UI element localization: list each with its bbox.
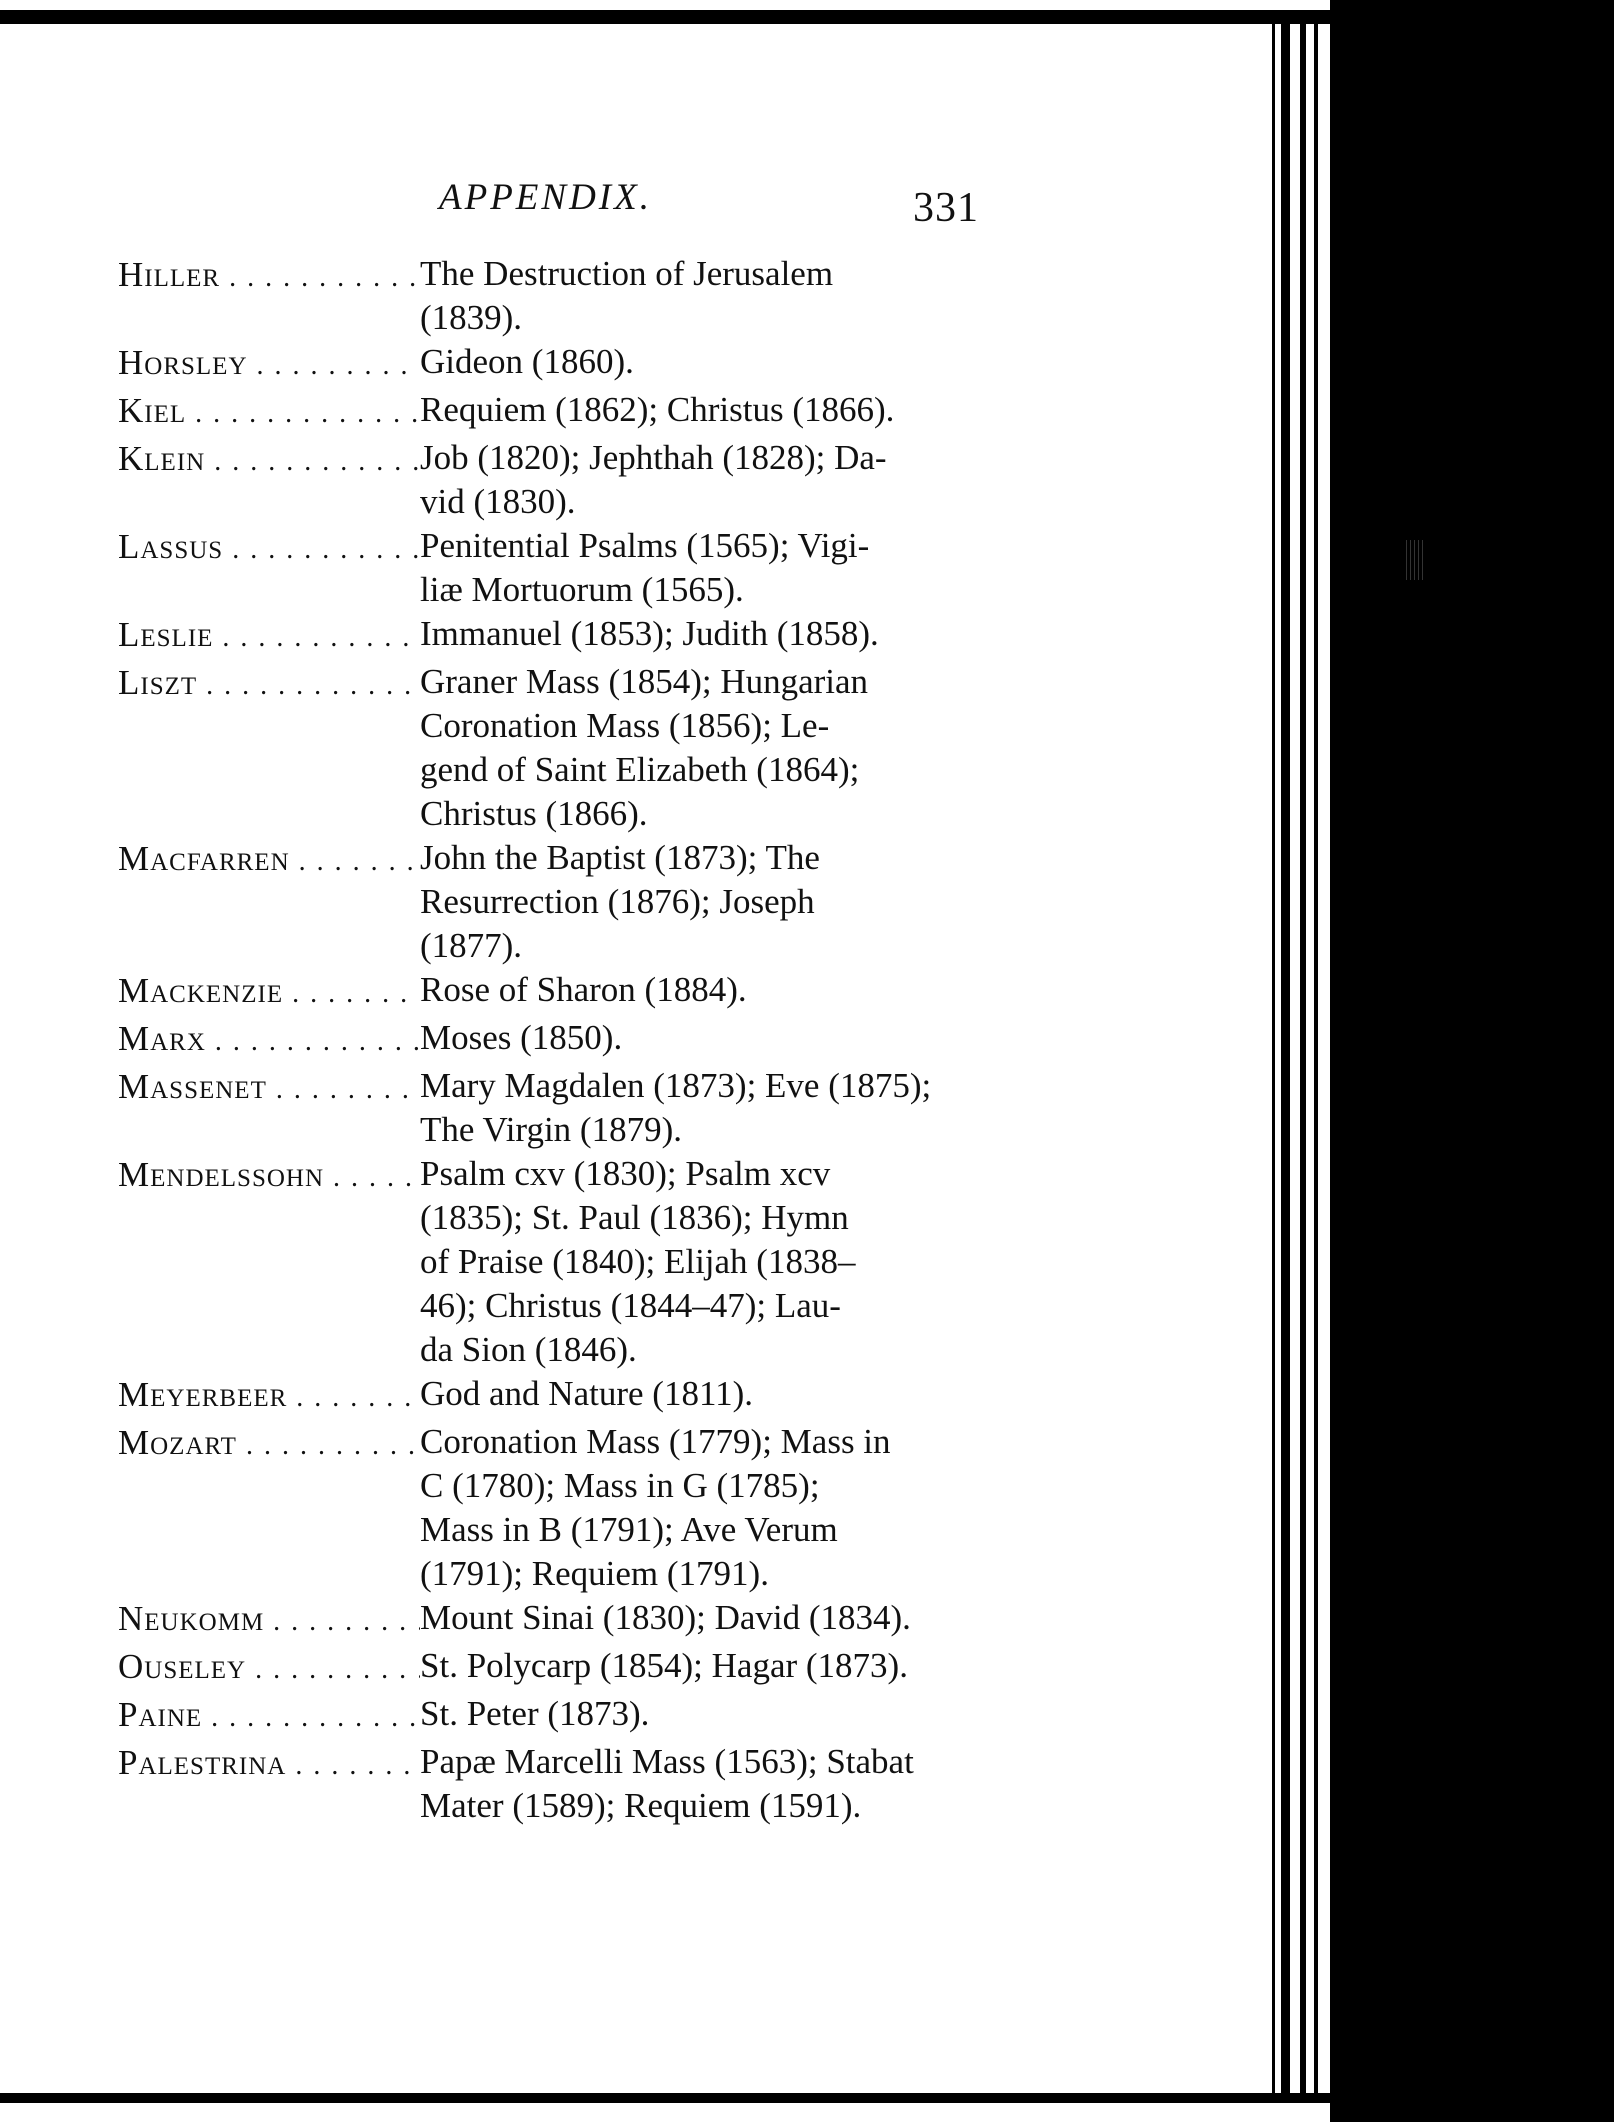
works-list — [420, 340, 978, 384]
works-line: (1791); Requiem (1791). — [420, 1554, 769, 1593]
list-item — [118, 436, 978, 524]
composer-label: Massenet — [118, 1067, 267, 1106]
page-number: 331 — [913, 185, 979, 231]
list-item — [118, 836, 978, 968]
works-line: Job (1820); Jephthah (1828); Da- — [420, 438, 887, 477]
works-line: Mount Sinai (1830); David (1834). — [420, 1598, 911, 1637]
works-line: Christus (1866). — [420, 794, 648, 833]
spine-line — [1300, 24, 1306, 2093]
works-line: The Virgin (1879). — [420, 1110, 682, 1149]
bottom-page-edge — [0, 2093, 1330, 2103]
composer-name — [118, 388, 420, 436]
appendix-entries — [118, 252, 978, 1828]
works-line: vid (1830). — [420, 482, 576, 521]
spine-line — [1314, 24, 1318, 2093]
composer-label: Macfarren — [118, 839, 290, 878]
composer-name — [118, 1016, 420, 1064]
composer-label: Palestrina — [118, 1743, 287, 1782]
top-page-edge — [0, 10, 1330, 24]
composer-label: Kiel — [118, 391, 187, 430]
list-item — [118, 388, 978, 436]
works-line: gend of Saint Elizabeth (1864); — [420, 750, 860, 789]
running-head — [0, 176, 1614, 236]
list-item — [118, 524, 978, 612]
composer-label: Meyerbeer — [118, 1375, 288, 1414]
works-line: Mass in B (1791); Ave Verum — [420, 1510, 838, 1549]
works-line: Psalm cxv (1830); Psalm xcv — [420, 1154, 831, 1193]
composer-name — [118, 1372, 420, 1420]
works-line: God and Nature (1811). — [420, 1374, 754, 1413]
composer-name — [118, 1740, 420, 1788]
works-line: The Destruction of Jerusalem — [420, 254, 834, 293]
composer-name — [118, 340, 420, 388]
composer-name — [118, 436, 420, 484]
works-line: Penitential Psalms (1565); Vigi- — [420, 526, 870, 565]
works-line: Rose of Sharon (1884). — [420, 970, 747, 1009]
list-item — [118, 1740, 978, 1828]
works-list — [420, 524, 978, 612]
works-line: da Sion (1846). — [420, 1330, 637, 1369]
works-line: of Praise (1840); Elijah (1838– — [420, 1242, 856, 1281]
works-list — [420, 388, 978, 432]
composer-name — [118, 836, 420, 884]
works-line: Coronation Mass (1779); Mass in — [420, 1422, 891, 1461]
works-list — [420, 1596, 978, 1640]
list-item — [118, 1420, 978, 1596]
works-list — [420, 1064, 978, 1152]
composer-name — [118, 1064, 420, 1112]
list-item — [118, 1644, 978, 1692]
works-list — [420, 1016, 978, 1060]
works-list — [420, 1152, 978, 1372]
works-line: (1877). — [420, 926, 523, 965]
works-line: Requiem (1862); Christus (1866). — [420, 390, 895, 429]
composer-name — [118, 1152, 420, 1200]
works-line: St. Polycarp (1854); Hagar (1873). — [420, 1646, 908, 1685]
works-line: Coronation Mass (1856); Le- — [420, 706, 830, 745]
works-list — [420, 612, 978, 656]
works-line: Papæ Marcelli Mass (1563); Stabat — [420, 1742, 914, 1781]
composer-name — [118, 1420, 420, 1468]
works-line: liæ Mortuorum (1565). — [420, 570, 744, 609]
list-item — [118, 1064, 978, 1152]
composer-name — [118, 1644, 420, 1692]
works-list — [420, 660, 978, 836]
list-item — [118, 968, 978, 1016]
list-item — [118, 1596, 978, 1644]
composer-label: Hiller — [118, 255, 221, 294]
works-line: John the Baptist (1873); The — [420, 838, 820, 877]
works-line: (1835); St. Paul (1836); Hymn — [420, 1198, 849, 1237]
works-line: 46); Christus (1844–47); Lau- — [420, 1286, 841, 1325]
works-line: Mary Magdalen (1873); Eve (1875); — [420, 1066, 932, 1105]
works-line: Immanuel (1853); Judith (1858). — [420, 614, 879, 653]
list-item — [118, 252, 978, 340]
composer-label: Klein — [118, 439, 206, 478]
composer-label: Leslie — [118, 615, 214, 654]
composer-name — [118, 612, 420, 660]
works-list — [420, 1740, 978, 1828]
spine-line — [1281, 24, 1290, 2093]
page-title: APPENDIX. — [439, 177, 652, 218]
composer-label: Marx — [118, 1019, 206, 1058]
list-item — [118, 660, 978, 836]
composer-label: Lassus — [118, 527, 224, 566]
works-line: (1839). — [420, 298, 523, 337]
works-line: Mater (1589); Requiem (1591). — [420, 1786, 862, 1825]
composer-label: Mackenzie — [118, 971, 284, 1010]
list-item — [118, 1372, 978, 1420]
composer-label: Mozart — [118, 1423, 237, 1462]
works-list — [420, 252, 978, 340]
works-line: C (1780); Mass in G (1785); — [420, 1466, 820, 1505]
list-item — [118, 1152, 978, 1372]
composer-name — [118, 1692, 420, 1740]
composer-label: Mendelssohn — [118, 1155, 325, 1194]
works-list — [420, 1692, 978, 1736]
works-list — [420, 968, 978, 1012]
composer-name — [118, 660, 420, 708]
works-list — [420, 436, 978, 524]
composer-name — [118, 524, 420, 572]
list-item — [118, 612, 978, 660]
scan-border — [1330, 0, 1614, 2122]
composer-label: Neukomm — [118, 1599, 265, 1638]
composer-name — [118, 252, 420, 300]
works-line: Graner Mass (1854); Hungarian — [420, 662, 869, 701]
works-list — [420, 1420, 978, 1596]
works-list — [420, 836, 978, 968]
works-list — [420, 1644, 978, 1688]
composer-name — [118, 968, 420, 1016]
composer-label: Horsley — [118, 343, 248, 382]
composer-name — [118, 1596, 420, 1644]
list-item — [118, 1692, 978, 1740]
works-line: Gideon (1860). — [420, 342, 634, 381]
works-line: Moses (1850). — [420, 1018, 623, 1057]
spine-line — [1272, 24, 1275, 2093]
list-item — [118, 1016, 978, 1064]
scan-noise — [1406, 540, 1424, 580]
works-list — [420, 1372, 978, 1416]
list-item — [118, 340, 978, 388]
composer-label: Ouseley — [118, 1647, 247, 1686]
composer-label: Liszt — [118, 663, 198, 702]
composer-label: Paine — [118, 1695, 203, 1734]
works-line: St. Peter (1873). — [420, 1694, 650, 1733]
works-line: Resurrection (1876); Joseph — [420, 882, 815, 921]
